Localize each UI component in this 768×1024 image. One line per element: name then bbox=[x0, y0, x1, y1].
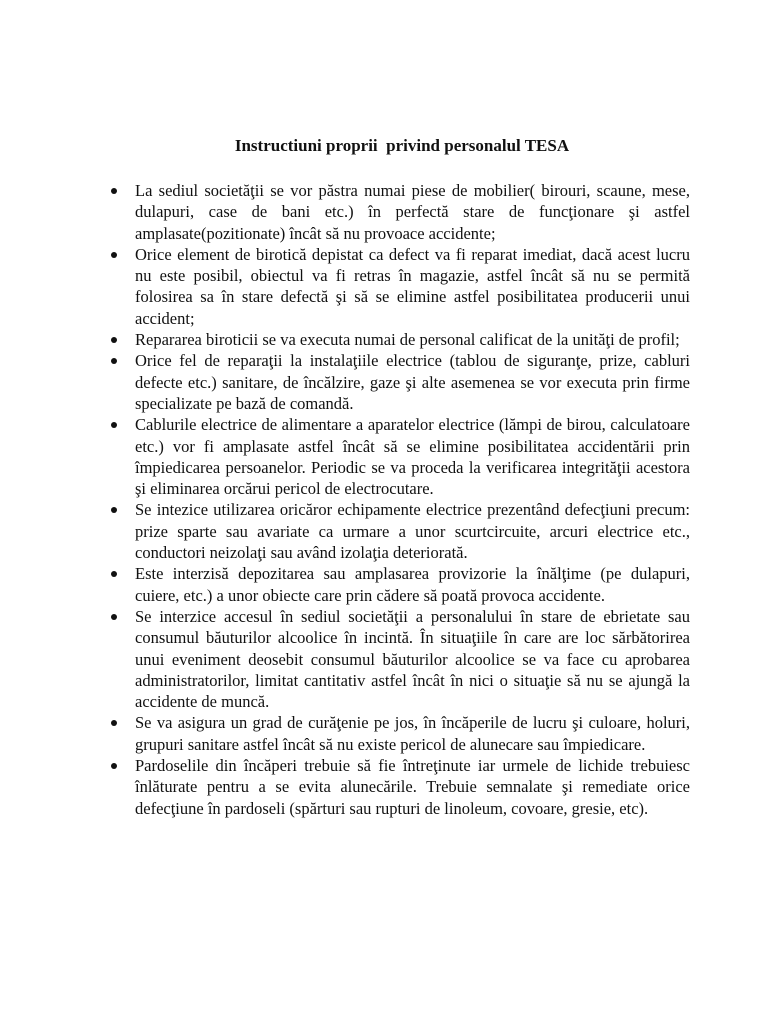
list-item bbox=[110, 712, 690, 755]
document-title: Instructiuni proprii privind personalul TESA bbox=[234, 136, 570, 155]
bullet-icon bbox=[111, 614, 117, 620]
bullet-icon bbox=[111, 720, 117, 726]
bullet-icon bbox=[111, 188, 117, 194]
list-item bbox=[110, 244, 690, 329]
list-item-text: Se va asigura un grad de curăţenie pe jos, în încăperile de lucru şi culoare, holuri, grupuri sanitare astfel încât să nu existe pericol de alunecare sau împiedicare. bbox=[135, 713, 690, 754]
list-item-text: Se intezice utilizarea oricăror echipamente electrice prezentând defecţiuni precum: prize sparte sau avariate ca urmare a unor scurtcircuite, arcuri electrice etc., conductori neizolaţi sau având izolaţia deteriorată. bbox=[135, 500, 690, 563]
list-item bbox=[110, 350, 690, 414]
list-item-text: Orice fel de reparaţii la instalaţiile electrice (tablou de siguranţe, prize, cabluri defecte etc.) sanitare, de încălzire, gaze şi alte asemenea se vor executa prin firme specializate pe bază de comandă. bbox=[135, 351, 690, 413]
list-item-text: Este interzisă depozitarea sau amplasarea provizorie la înălţime (pe dulapuri, cuiere, etc.) a unor obiecte care prin cădere să poată provoca accidente. bbox=[135, 564, 690, 605]
bullet-icon bbox=[111, 571, 117, 577]
list-item bbox=[110, 563, 690, 606]
list-item bbox=[110, 606, 690, 712]
bullet-icon bbox=[111, 252, 117, 258]
bullet-icon bbox=[111, 337, 117, 343]
list-item bbox=[110, 329, 690, 350]
list-item-text: Pardoselile din încăperi trebuie să fie întreţinute iar urmele de lichide trebuiesc înlăturate pentru a se evita alunecările. Trebuie semnalate şi remediate orice defecţiune în pardoseli (spărturi sau rupturi de linoleum, covoare, gresie, etc). bbox=[135, 756, 690, 818]
bullet-icon bbox=[111, 358, 117, 364]
list-item-text: Repararea biroticii se va executa numai de personal calificat de la unităţi de profil; bbox=[135, 330, 680, 350]
bullet-icon bbox=[111, 507, 117, 513]
list-item-text: La sediul societăţii se vor păstra numai piese de mobilier( birouri, scaune, mese, dulapuri, case de bani etc.) în perfectă stare de funcţionare şi astfel amplasate(pozitionate) încât să nu provoace accidente; bbox=[135, 181, 690, 243]
list-item-text: Cablurile electrice de alimentare a aparatelor electrice (lămpi de birou, calculatoare etc.) vor fi amplasate astfel încât să se elimine posibilitatea accidentării prin împiedicarea persoanelor. Periodic se va proceda la verificarea integrităţii acestora şi eliminarea orcărui pericol de electrocutare. bbox=[135, 415, 690, 499]
list-item bbox=[110, 414, 690, 499]
instructions-list bbox=[110, 180, 690, 819]
bullet-icon bbox=[111, 763, 117, 769]
list-item-text: Se interzice accesul în sediul societăţii a personalului în stare de ebrietate sau consumul băuturilor alcoolice în incintă. În situaţiile în care are loc sărbătorirea unui eveniment deosebit consumul băuturilor alcoolice se va face cu aprobarea administratorilor, limitat cantitativ astfel încât în nici o situaţie să nu se ajungă la accidente de muncă. bbox=[135, 606, 690, 712]
list-item-text: Orice element de birotică depistat ca defect va fi reparat imediat, dacă acest lucru nu este posibil, obiectul va fi retras în magazie, astfel încât să nu se permită folosirea sa în stare defectă şi să se elimine astfel posibilitatea producerii unui accident; bbox=[135, 244, 690, 328]
list-item bbox=[110, 180, 690, 244]
list-item bbox=[110, 755, 690, 819]
bullet-icon bbox=[111, 422, 117, 428]
list-item bbox=[110, 499, 690, 563]
